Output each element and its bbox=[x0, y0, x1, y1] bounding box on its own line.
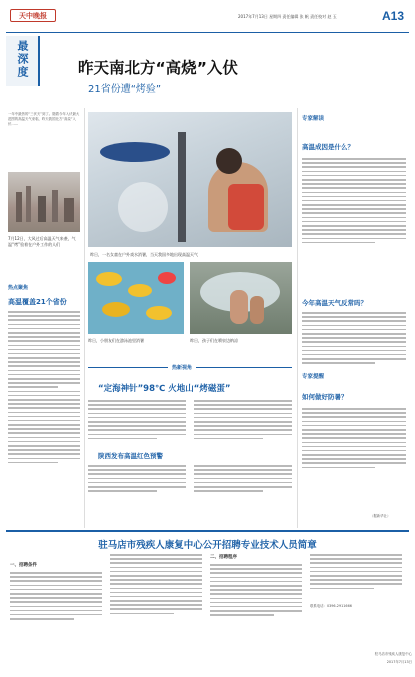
section-label-expert: 专家解读 bbox=[302, 116, 325, 122]
job-ad-section-conditions: 一、招聘条件 bbox=[10, 563, 37, 568]
job-ad-col-1 bbox=[10, 572, 102, 622]
child-water-caption: 昨日，一名女童在户外戏水消暑，当天我国多地出现高温天气 bbox=[90, 252, 198, 257]
lede-text: 一年中最热的“三伏天”到了。随着今年入伏最大范围的高温天气来临，昨天我国北方“高烧”入伏…… bbox=[8, 112, 80, 127]
feature-band-label: 热新视角 bbox=[168, 364, 196, 371]
job-ad bbox=[6, 530, 412, 672]
feature-subhead: 陕西发布高温红色预警 bbox=[98, 452, 163, 460]
feature-title: “定海神针”98℃ 火地山“烤磁蛋” bbox=[98, 384, 231, 394]
question-prevention: 如何做好防暑？ bbox=[302, 393, 348, 401]
headline bbox=[78, 56, 318, 95]
date-line: 2017年7月13日 星期四 责任编辑 张 帆 责任校对 赵 玉 bbox=[238, 14, 337, 19]
job-ad-col-4 bbox=[310, 554, 402, 592]
fountain-photo bbox=[190, 262, 292, 334]
section-label-tips: 专家提醒 bbox=[302, 374, 325, 380]
heat-haze-caption: 7月12日，大风过后高温天气来袭，气温“烤”验着在户外工作的人们 bbox=[8, 236, 76, 247]
right-body-2 bbox=[302, 312, 406, 366]
right-body-1 bbox=[302, 158, 406, 246]
feature-body-right bbox=[194, 400, 292, 442]
logo: 天中晚报 bbox=[10, 9, 56, 22]
child-water-photo bbox=[88, 112, 292, 247]
section-title-21-provinces: 高温覆盖21个省份 bbox=[8, 298, 67, 306]
job-ad-phone: 联系电话：0396-2911666 bbox=[310, 604, 352, 608]
feature-body-left-2 bbox=[88, 465, 186, 494]
feature-body-left bbox=[88, 400, 186, 442]
question-abnormal: 今年高温天气反常吗？ bbox=[302, 299, 367, 307]
fountain-caption: 昨日，孩子们在喷泉边纳凉 bbox=[190, 338, 238, 343]
feature-body-right-2 bbox=[194, 465, 292, 494]
right-body-3 bbox=[302, 408, 406, 471]
job-ad-date: 2017年7月13日 bbox=[386, 660, 412, 664]
swim-ring-photo bbox=[88, 262, 184, 334]
job-ad-title: 驻马店市残疾人康复中心公开招聘专业技术人员简章 bbox=[98, 540, 317, 551]
headline-title: 昨天南北方“高烧”入伏 bbox=[78, 59, 238, 77]
left-body-text bbox=[8, 311, 80, 466]
section-tag-label: 最深度 bbox=[16, 40, 29, 79]
news-source: （据新华社） bbox=[370, 514, 391, 518]
job-ad-section-process: 二、招聘程序 bbox=[210, 555, 237, 560]
headline-subtitle: 21省份遭“烤验” bbox=[88, 84, 162, 95]
job-ad-col-3 bbox=[210, 564, 302, 618]
feature-band bbox=[88, 367, 292, 376]
job-ad-col-2 bbox=[110, 554, 202, 617]
question-cause: 高温成因是什么？ bbox=[302, 143, 354, 151]
swim-ring-caption: 昨日，小朋友们在游泳池里消暑 bbox=[88, 338, 144, 343]
job-ad-issuer: 驻马店市残疾人康复中心 bbox=[374, 652, 412, 656]
masthead bbox=[6, 6, 409, 32]
heat-haze-photo bbox=[8, 172, 80, 232]
page-number: A13 bbox=[382, 9, 405, 23]
section-tag bbox=[6, 36, 40, 86]
section-label-hotspot: 热点聚焦 bbox=[8, 285, 29, 291]
